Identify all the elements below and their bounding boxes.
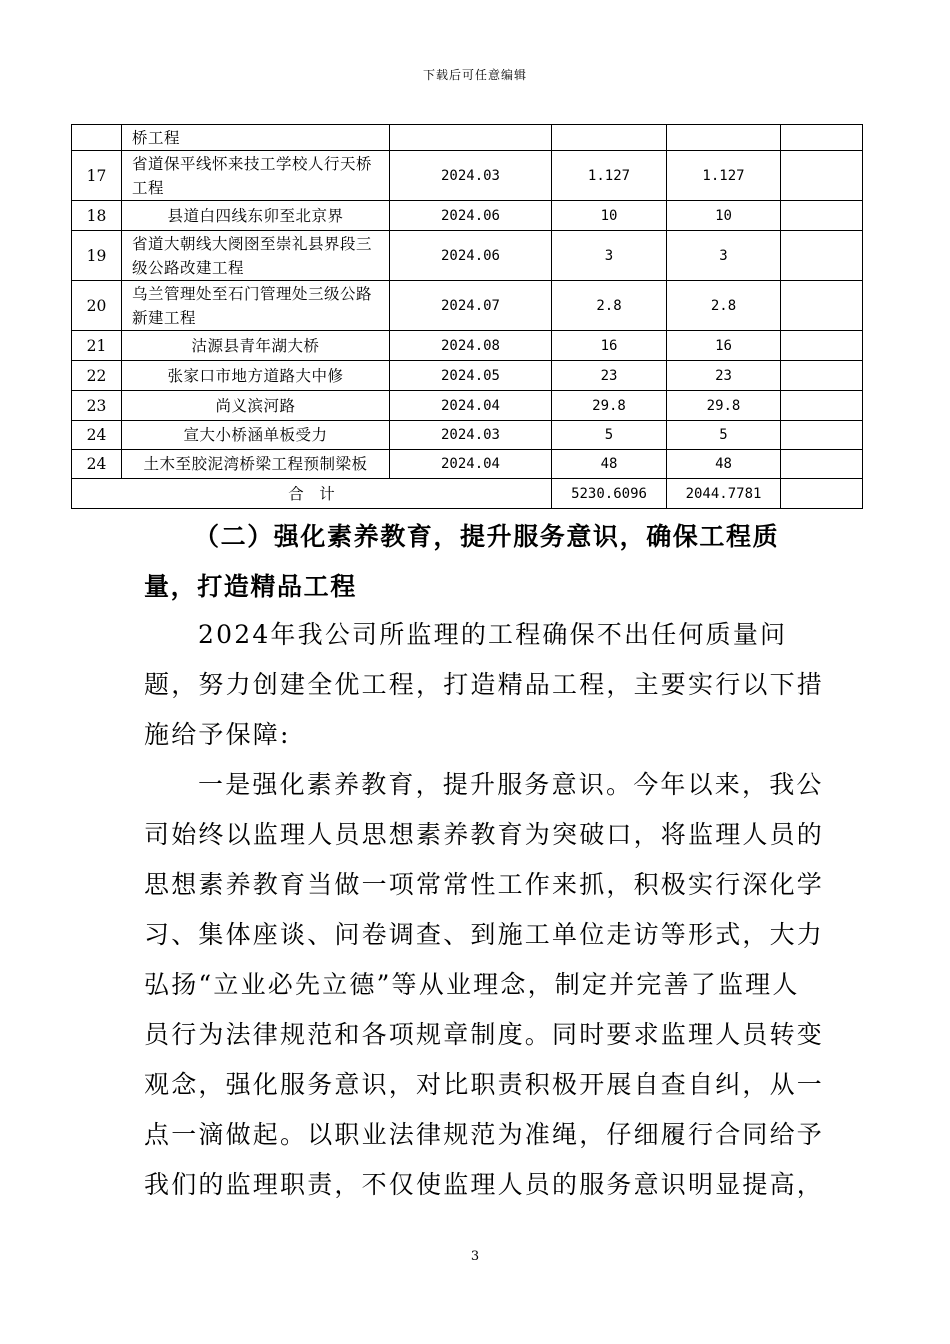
contract-value [552, 125, 667, 151]
table-row [72, 361, 863, 391]
remarks-cell [781, 125, 863, 151]
table-row [72, 421, 863, 450]
remarks-cell [781, 479, 863, 509]
project-name: 乌兰管理处至石门管理处三级公路新建工程 [122, 281, 390, 331]
row-number [72, 125, 122, 151]
completed-value: 5 [667, 421, 781, 450]
completed-value: 23 [667, 361, 781, 391]
remarks-cell [781, 421, 863, 450]
project-name: 省道大朝线大阌囹至崇礼县界段三级公路改建工程 [122, 231, 390, 281]
total-label: 合 计 [72, 479, 552, 509]
completion-date: 2024.06 [390, 201, 552, 231]
table-row [72, 125, 863, 151]
remarks-cell [781, 281, 863, 331]
paragraph-text: 一是强化素养教育，提升服务意识。今年以来，我公司始终以监理人员思想素养教育为突破口，将监理人员的思想素养教育当做一项常常性工作来抓，积极实行深化学习、集体座谈、问卷调查、到施工单位走访等形式，大力弘扬“立业必先立德”等从业理念，制定并完善了监理人员行为法律规范和各项规章制度。同时要求监理人员转变观念，强化服务意识，对比职责积极开展自查自纠，从一点一滴做起。以职业法律规范为准绳，仔细履行合同给予我们的监理职责，不仅使监理人员的服务意识明显提高， [144, 770, 825, 1199]
contract-value: 3 [552, 231, 667, 281]
contract-value: 29.8 [552, 391, 667, 421]
row-number: 20 [72, 281, 122, 331]
row-number: 21 [72, 331, 122, 361]
paragraph-text: 2024年我公司所监理的工程确保不出任何质量问题，努力创建全优工程，打造精品工程，主要实行以下措施给予保障: [144, 620, 825, 749]
table-row [72, 391, 863, 421]
project-name: 尚义滨河路 [122, 391, 390, 421]
table-row [72, 331, 863, 361]
project-name: 土木至胶泥湾桥梁工程预制梁板 [122, 450, 390, 479]
row-number: 24 [72, 450, 122, 479]
remarks-cell [781, 231, 863, 281]
completion-date: 2024.08 [390, 331, 552, 361]
project-name: 沽源县青年湖大桥 [122, 331, 390, 361]
remarks-cell [781, 450, 863, 479]
completed-value: 3 [667, 231, 781, 281]
total-completed-value: 2044.7781 [667, 479, 781, 509]
project-name: 县道白四线东卯至北京界 [122, 201, 390, 231]
project-name: 张家口市地方道路大中修 [122, 361, 390, 391]
page-header-note: 下载后可任意编辑 [422, 68, 527, 82]
completion-date: 2024.07 [390, 281, 552, 331]
contract-value: 1.127 [552, 151, 667, 201]
page-number: 3 [470, 1249, 480, 1264]
completed-value: 1.127 [667, 151, 781, 201]
row-number: 22 [72, 361, 122, 391]
contract-value: 2.8 [552, 281, 667, 331]
total-contract-value: 5230.6096 [552, 479, 667, 509]
table-row [72, 231, 863, 281]
completed-value [667, 125, 781, 151]
completion-date: 2024.03 [390, 151, 552, 201]
project-name: 桥工程 [122, 125, 390, 151]
paragraph [144, 610, 824, 760]
completion-date: 2024.06 [390, 231, 552, 281]
row-number: 24 [72, 421, 122, 450]
completed-value: 29.8 [667, 391, 781, 421]
contract-value: 5 [552, 421, 667, 450]
project-table [71, 124, 863, 509]
row-number: 18 [72, 201, 122, 231]
completed-value: 48 [667, 450, 781, 479]
completed-value: 2.8 [667, 281, 781, 331]
row-number: 23 [72, 391, 122, 421]
completed-value: 10 [667, 201, 781, 231]
contract-value: 10 [552, 201, 667, 231]
completion-date [390, 125, 552, 151]
table-row [72, 281, 863, 331]
completion-date: 2024.04 [390, 450, 552, 479]
remarks-cell [781, 391, 863, 421]
remarks-cell [781, 361, 863, 391]
section-heading [144, 512, 824, 612]
completed-value: 16 [667, 331, 781, 361]
completion-date: 2024.05 [390, 361, 552, 391]
section-heading-text: （二）强化素养教育，提升服务意识，确保工程质量，打造精品工程 [144, 522, 780, 601]
paragraph [144, 760, 824, 1210]
completion-date: 2024.03 [390, 421, 552, 450]
remarks-cell [781, 331, 863, 361]
project-name: 宣大小桥涵单板受力 [122, 421, 390, 450]
row-number: 17 [72, 151, 122, 201]
remarks-cell [781, 201, 863, 231]
table-row [72, 151, 863, 201]
contract-value: 23 [552, 361, 667, 391]
table-row [72, 201, 863, 231]
remarks-cell [781, 151, 863, 201]
row-number: 19 [72, 231, 122, 281]
table-row [72, 450, 863, 479]
completion-date: 2024.04 [390, 391, 552, 421]
contract-value: 48 [552, 450, 667, 479]
project-name: 省道保平线怀来技工学校人行天桥工程 [122, 151, 390, 201]
contract-value: 16 [552, 331, 667, 361]
table-total-row [72, 479, 863, 509]
